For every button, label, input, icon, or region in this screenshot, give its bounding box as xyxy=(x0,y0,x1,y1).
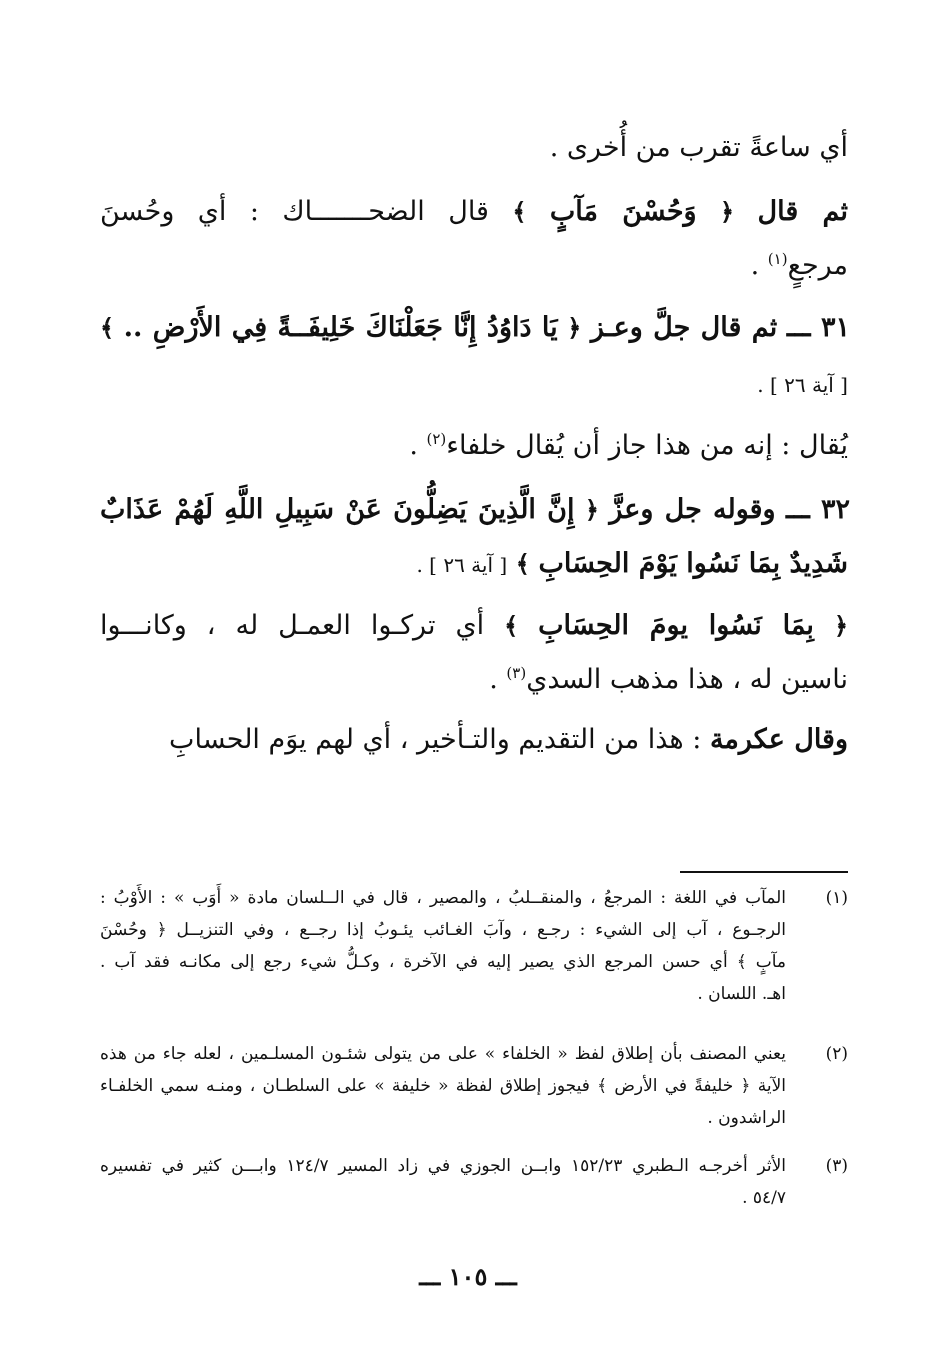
ornate-bracket-close: ﴾ xyxy=(100,314,115,342)
footnote-line: مآبٍ ﴾ أي حسن المرجع الذي يصير إليه في الآخرة ، وكـلُّ شيء رجع إلى مكانـه فقد آب . xyxy=(100,952,786,972)
text-line-10 xyxy=(100,660,848,700)
ornate-bracket-open: ﴿ xyxy=(720,198,735,226)
item-32-heading xyxy=(100,490,850,530)
item-31-ayah xyxy=(100,364,848,405)
text-line-1 xyxy=(100,128,848,168)
footnote-number: (٣) xyxy=(825,1156,848,1176)
text-line-11 xyxy=(100,720,848,760)
footnote-divider xyxy=(680,871,848,873)
text-line-1-content: أي ساعةً تقرب من أُخرى . xyxy=(549,132,848,163)
page-number: ـــ ١٠٥ ـــ xyxy=(419,1262,517,1291)
line-end: . xyxy=(489,664,507,695)
quranic-quote: إِنَّ الَّذِينَ يَضِلُّونَ عَنْ سَبِيلِ اللَّهِ لَهُمْ عَذَابٌ xyxy=(100,494,575,525)
text-line-6 xyxy=(100,426,848,466)
item-number: ٣١ ـــ xyxy=(786,312,850,343)
ornate-bracket-open: ﴿ xyxy=(584,496,599,524)
footnote-body xyxy=(100,1038,786,1134)
commentary-text: يُقال : إنه من هذا جاز أن يُقال خلفاء xyxy=(446,430,848,461)
intro-phrase: ثم قال جلَّ وعـز xyxy=(590,312,778,343)
commentary-text: ناسين له ، هذا مذهب السدي xyxy=(526,664,848,695)
footnote-line: ٥٤/٧ . xyxy=(742,1188,786,1208)
quranic-quote: شَدِيدٌ بِمَا نَسُوا يَوْمَ الحِسَابِ xyxy=(538,548,848,579)
commentary-text: مرجعٍ xyxy=(787,250,848,281)
text-line-3 xyxy=(100,246,848,286)
item-32-line-2 xyxy=(100,544,848,585)
footnote-ref-2: (٢) xyxy=(426,430,447,448)
footnote-line: اهـ. اللسان . xyxy=(697,984,786,1004)
commentary-text: قال الضحـــــــاك : أي وحُسنَ xyxy=(100,196,489,227)
ornate-bracket-close: ﴾ xyxy=(512,198,527,226)
text-line-2 xyxy=(100,192,848,232)
footnote-line: الرجـوع ، آب إلى الشيء : رجـع ، وآبَ الغـائب يئـوبُ إذا رجــع ، وفي التنزيــل ﴿ وحُسْنَ xyxy=(100,920,786,940)
footnote-line: يعني المصنف بأن إطلاق لفظ « الخلفاء » على من يتولى شئـون المسلـمين ، لعله جاء من هذه xyxy=(100,1044,786,1064)
footnote-line: الأثر أخرجـه الـطبري ١٥٢/٢٣ وابــن الجوزي في زاد المسير ١٢٤/٧ وابـــن كثير في تفسيره xyxy=(100,1156,787,1176)
item-number: ٣٢ ـــ xyxy=(786,494,850,525)
ornate-bracket-open: ﴿ xyxy=(567,314,582,342)
line-end: . xyxy=(409,430,427,461)
intro-phrase: وقال عكرمة xyxy=(709,724,848,755)
text-line-9 xyxy=(100,606,848,646)
line-end: . xyxy=(750,250,768,281)
footnote-number: (٢) xyxy=(825,1044,848,1064)
footnote-3 xyxy=(100,1150,848,1214)
footnote-line: الآية ﴿ خليفةً في الأرض ﴾ فيجوز إطلاق لفظة « خليفة » على السلطـان ، ومنـه سمي الخلفـاء xyxy=(100,1076,786,1096)
footnote-line: المآب في اللغة : المرجعُ ، والمنقــلبُ ، والمصير ، قال في الــلسان مادة « أَوَب » : الأَوْبُ : xyxy=(100,888,786,908)
ornate-bracket-close: ﴾ xyxy=(504,612,519,640)
quranic-quote: وَحُسْنَ مَآبٍ xyxy=(549,196,697,227)
footnote-number: (١) xyxy=(825,888,848,908)
ayah-reference: [ آية ٢٦ ] . xyxy=(757,373,848,397)
commentary-text: : هذا من التقديم والتـأخير ، أي لهم يوَم الحسابِ xyxy=(169,724,702,755)
footnote-1 xyxy=(100,882,848,1010)
commentary-text: أي تركـوا العمـل له ، وكانـــوا xyxy=(100,610,485,641)
footnote-2 xyxy=(100,1038,848,1134)
footnote-body xyxy=(100,882,786,1010)
intro-phrase: وقوله جل وعزَّ xyxy=(609,494,776,525)
quranic-quote: بِمَا نَسُوا يومَ الحِسَابِ xyxy=(538,610,814,641)
ornate-bracket-open: ﴿ xyxy=(833,612,848,640)
intro-phrase: ثم قال xyxy=(757,196,848,227)
footnote-ref-3: (٣) xyxy=(506,664,527,682)
footnote-body xyxy=(100,1150,786,1214)
footnote-line: الراشدون . xyxy=(707,1108,786,1128)
ornate-bracket-close: ﴾ xyxy=(515,550,530,578)
item-31-heading xyxy=(100,308,850,348)
footnote-ref-1: (١) xyxy=(767,250,788,268)
ayah-reference: [ آية ٢٦ ] . xyxy=(416,553,508,577)
quranic-quote: يَا دَاوُدُ إِنَّا جَعَلْنَاكَ خَلِيفَــةً فِي الأَرْضِ .. xyxy=(123,312,558,343)
